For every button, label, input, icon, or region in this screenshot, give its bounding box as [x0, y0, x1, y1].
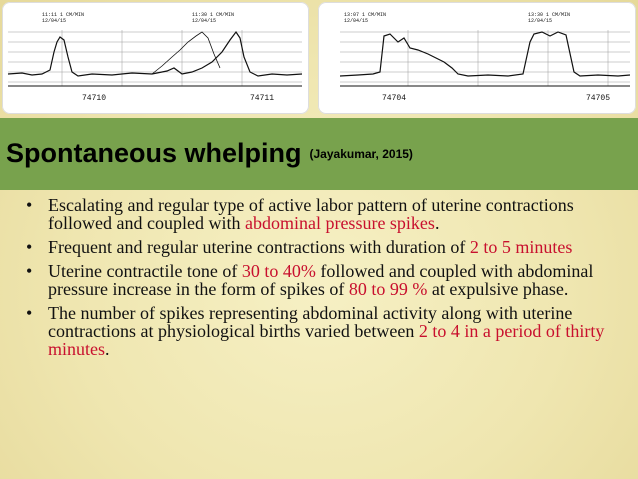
- bullet-item: [26, 196, 616, 232]
- strip-left-stamp-1: 11:11 1 CM/MIN 12/04/15: [42, 12, 85, 24]
- bullet-text: at expulsive phase.: [427, 279, 569, 299]
- strip-right-stamp-1: 13:07 1 CM/MIN 12/04/15: [344, 12, 387, 24]
- tocograph-strip-right: [318, 2, 636, 114]
- strip-right-number-2: 74705: [586, 94, 611, 103]
- title-text: Spontaneous whelping: [6, 138, 302, 168]
- strip-right-number-1: 74704: [382, 94, 407, 103]
- bullet-item: [26, 238, 616, 256]
- strip-left-number-1: 74710: [82, 94, 107, 103]
- bullet-text: Escalating and regular type of active labor pattern of uterine contractions followed and coupled with: [48, 195, 574, 233]
- strip-right-stamp-2: 13:30 1 CM/MIN 12/04/15: [528, 12, 571, 24]
- tocograph-trace-right: [318, 2, 636, 114]
- bullet-text: .: [105, 339, 110, 359]
- bullet-text: Uterine contractile tone of: [48, 261, 242, 281]
- bullet-text: .: [434, 213, 440, 233]
- bullet-text: Frequent and regular uterine contractions with duration of: [48, 237, 470, 257]
- highlight-text: abdominal pressure spikes: [244, 213, 435, 233]
- highlight-text: 80 to 99 %: [348, 279, 428, 299]
- bullet-text: The number of spikes representing abdominal activity along with uterine contractions at physiological births varied between: [48, 303, 573, 341]
- tocograph-strip-left: [2, 2, 309, 114]
- strip-left-stamp-2: 11:30 1 CM/MIN 12/04/15: [192, 12, 235, 24]
- bullet-text: followed and coupled with abdominal pressure increase in the form of spikes of: [48, 261, 594, 299]
- tocograph-trace-left: [2, 2, 309, 114]
- highlight-text: 30 to 40%: [241, 261, 316, 281]
- strip-left-number-2: 74711: [250, 94, 275, 103]
- highlight-text: 2 to 4 in a period of thirty minutes: [48, 321, 605, 359]
- slide-title: [6, 138, 413, 169]
- highlight-text: 2 to 5 minutes: [469, 237, 573, 257]
- bullet-item: [26, 262, 616, 298]
- bullet-list: [26, 196, 616, 364]
- citation: (Jayakumar, 2015): [309, 147, 413, 161]
- bullet-item: [26, 304, 616, 358]
